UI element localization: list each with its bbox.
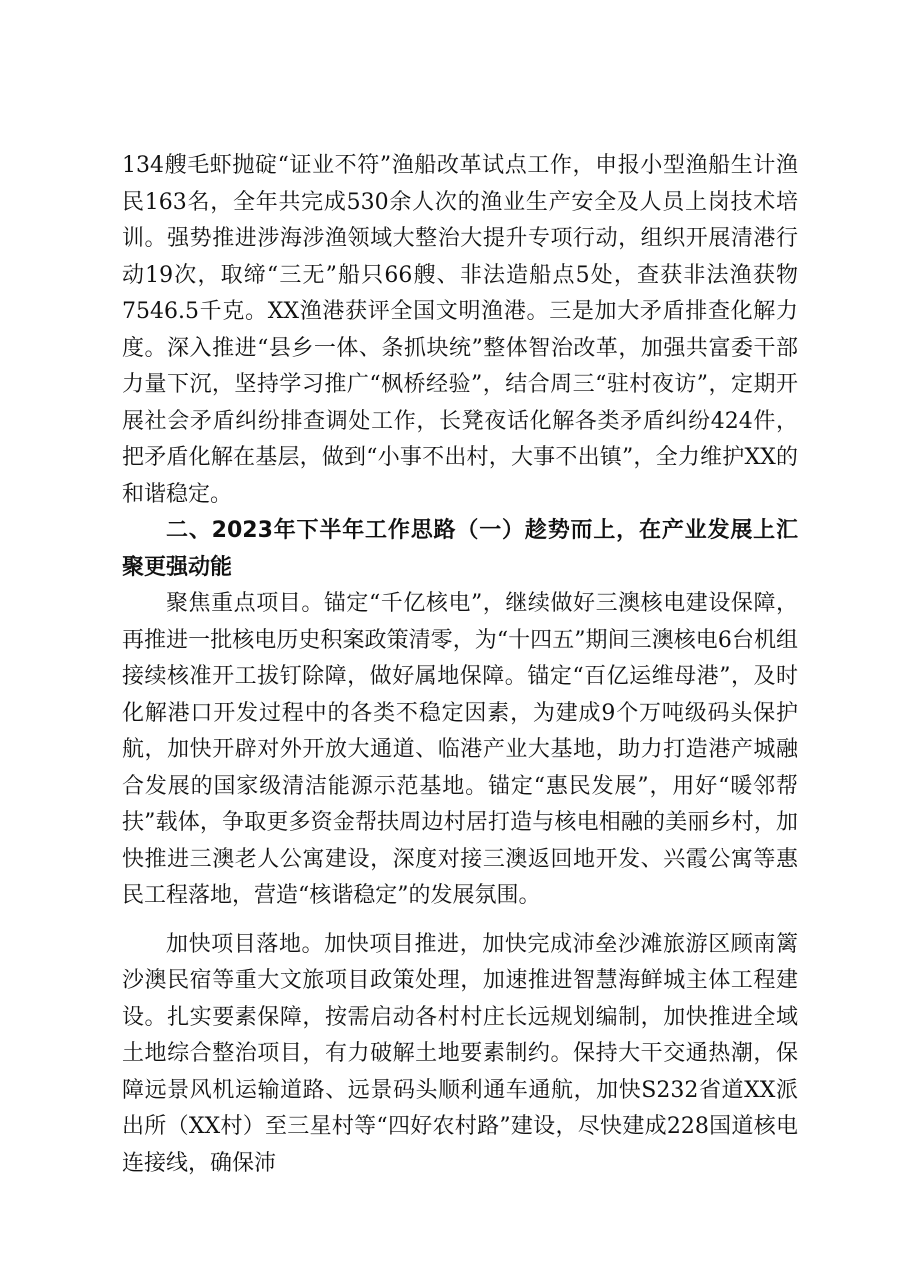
document-body xyxy=(122,148,798,1182)
paragraph-project-landing: 加快项目落地。加快项目推进，加快完成沛垒沙滩旅游区顾南篱沙澳民宿等重大文旅项目政策处理，加速推进智慧海鲜城主体工程建设。扎实要素保障，按需启动各村村庄长远规划编制，加快推进全域土地综合整治项目，有力破解土地要素制约。保持大干交通热潮，保障远景风机运输道路、远景码头顺利通车通航，加快S232省道XX派出所（XX村）至三星村等“四好农村路”建设，尽快建成228国道核电连接线，确保沛 xyxy=(122,931,798,1176)
paragraph-key-projects: 聚焦重点项目。锚定“千亿核电”，继续做好三澳核电建设保障，再推进一批核电历史积案政策清零，为“十四五”期间三澳核电6台机组接续核准开工拔钉除障，做好属地保障。锚定“百亿运维母港”，及时化解港口开发过程中的各类不稳定因素，为建成9个万吨级码头保护航，加快开辟对外开放大通道、临港产业大基地，助力打造港产城融合发展的国家级清洁能源示范基地。锚定“惠民发展”，用好“暖邻帮扶”载体，争取更多资金帮扶周边村居打造与核电相融的美丽乡村，加快推进三澳老人公寓建设，深度对接三澳返回地开发、兴霞公寓等惠民工程落地，营造“核谐稳定”的发展氛围。 xyxy=(122,591,798,908)
section-heading-second-half-plan: 二、2023年下半年工作思路（一）趁势而上，在产业发展上汇聚更强动能 xyxy=(122,518,798,580)
paragraph-fishery-continuation: 134艘毛虾抛碇“证业不符”渔船改革试点工作，申报小型渔船生计渔民163名，全年共完成530余人次的渔业生产安全及人员上岗技术培训。强势推进涉海涉渔领域大整治大提升专项行动，组织开展清港行动19次，取缔“三无”船只66艘、非法造船点5处，查获非法渔获物7546.5千克。XX渔港获评全国文明渔港。三是加大矛盾排查化解力度。深入推进“县乡一体、条抓块统”整体智治改革，加强共富委干部力量下沉，坚持学习推广“枫桥经验”，结合周三“驻村夜访”，定期开展社会矛盾纠纷排查调处工作，长凳夜话化解各类矛盾纠纷424件，把矛盾化解在基层，做到“小事不出村，大事不出镇”，全力维护XX的和谐稳定。 xyxy=(122,153,799,507)
